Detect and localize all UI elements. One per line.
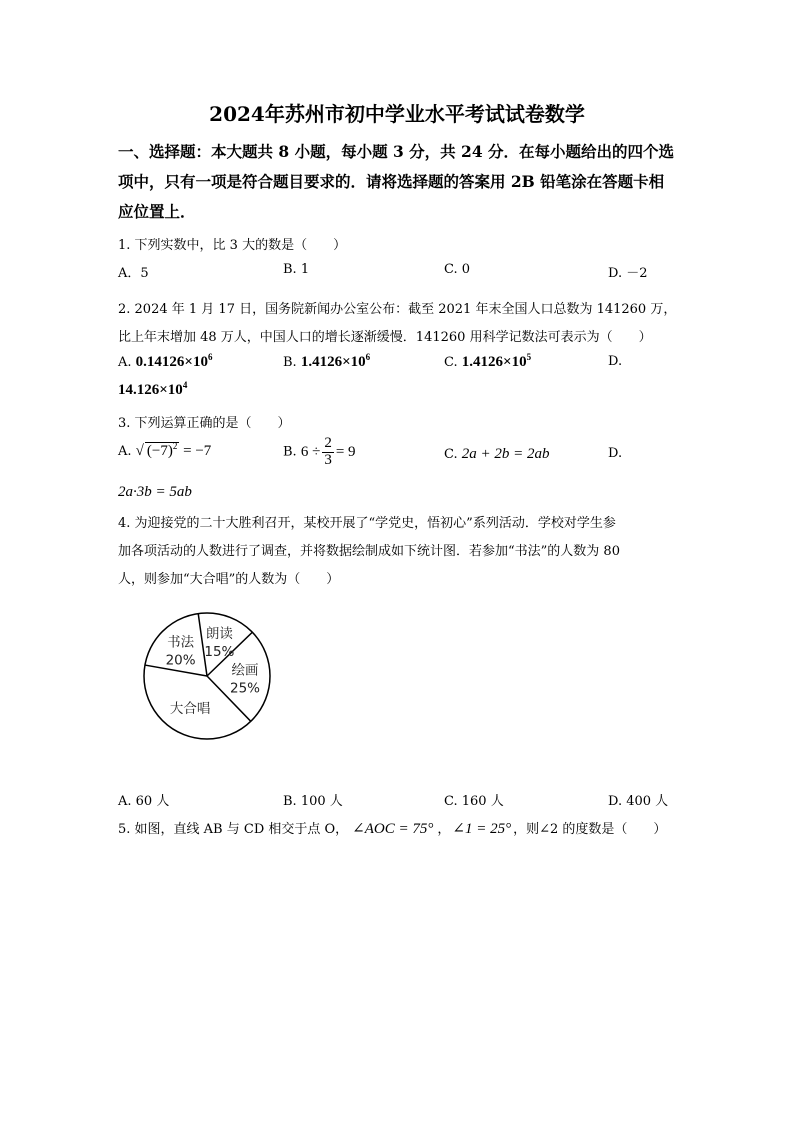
- q2-option-a: A. $0.14126\times 10^6$: [118, 352, 213, 370]
- q3-option-b: B. 6 ÷ $\frac{2}{3}$ = 9: [283, 435, 356, 468]
- q2-option-d-label: D.: [608, 354, 623, 369]
- q3-option-d-label: D.: [608, 446, 623, 461]
- q1-option-b: B. 1: [283, 262, 310, 277]
- q1-option-a: A．5: [118, 266, 149, 281]
- q3-option-c: C. 2a + 2b = 2ab: [444, 446, 550, 462]
- q3-option-d: 2a·3b = 5ab: [118, 484, 192, 500]
- page-title: 2024年苏州市初中学业水平考试试卷数学: [209, 102, 585, 126]
- q2-line1: 2. 2024 年 1 月 17 日，国务院新闻办公室公布：截至 2021 年末全国人口总数为 141260 万，: [118, 302, 677, 317]
- q4-option-c: C. 160 人: [444, 794, 504, 809]
- section-heading-line3: 应位置上．: [118, 202, 196, 221]
- q4-line1: 4. 为迎接党的二十大胜利召开，某校开展了“学党史，悟初心”系列活动．学校对学生参: [118, 516, 616, 531]
- q2-option-c: C. $1.4126\times 10^5$: [444, 352, 532, 370]
- section-heading-line1: 一、选择题：本大题共 8 小题，每小题 3 分，共 24 分．在每小题给出的四个选: [118, 142, 675, 161]
- q4-option-b: B. 100 人: [283, 794, 343, 809]
- q2-line2: 比上年末增加 48 万人，中国人口的增长逐渐缓慢．141260 用科学记数法可表示为（ ）: [118, 330, 652, 345]
- pie-value-1: 15%: [204, 644, 235, 661]
- section-heading-line2: 项中，只有一项是符合题目要求的．请将选择题的答案用 2B 铅笔涂在答题卡相: [118, 172, 665, 191]
- q4-line3: 人，则参加“大合唱”的人数为（ ）: [118, 572, 340, 587]
- q1-option-d: D. －2: [608, 266, 648, 281]
- pie-value-0: 20%: [165, 652, 196, 669]
- q4-option-a: A. 60 人: [118, 794, 170, 809]
- pie-label-3: 大合唱: [169, 700, 211, 717]
- q1-stem: 1. 下列实数中，比 3 大的数是（ ）: [118, 238, 347, 253]
- q4-line2: 加各项活动的人数进行了调查，并将数据绘制成如下统计图．若参加“书法”的人数为 80: [118, 544, 620, 559]
- q2-option-b: B. $1.4126\times 10^6$: [283, 352, 371, 370]
- q1-option-c: C. 0: [444, 262, 471, 277]
- q3-option-a: A. √ $(-7)^2 = -7$: [118, 441, 212, 459]
- q2-option-d: $14.126\times 10^4$: [118, 380, 188, 398]
- pie-label-1: 朗读: [205, 626, 233, 643]
- pie-chart: [128, 605, 288, 750]
- pie-label-0: 书法: [167, 634, 195, 651]
- q5-stem: 5. 如图，直线 AB 与 CD 相交于点 O， ∠AOC = 75° ， ∠1 = 25° ，则∠2 的度数是（ ）: [118, 821, 667, 837]
- pie-value-2: 25%: [229, 680, 261, 697]
- q3-stem: 3. 下列运算正确的是（ ）: [118, 416, 291, 431]
- pie-label-2: 绘画: [231, 662, 259, 679]
- q4-option-d: D. 400 人: [608, 794, 669, 809]
